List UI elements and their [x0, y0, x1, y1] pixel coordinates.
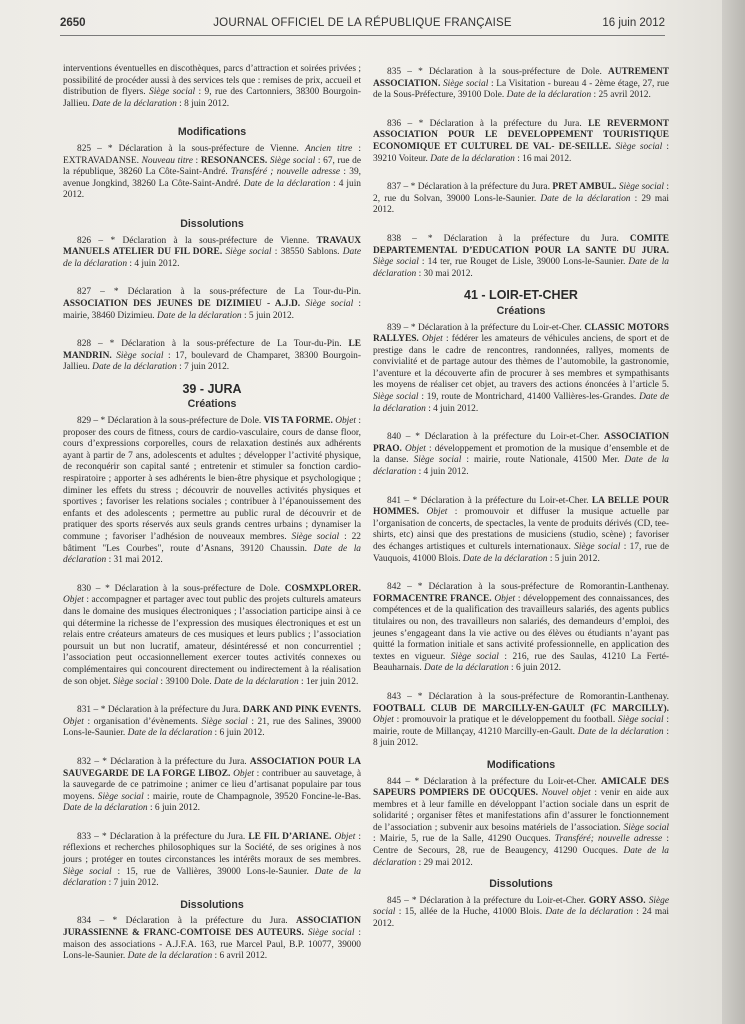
notice-entry	[373, 323, 669, 416]
notice-text: : 39, avenue Jongkind, 38260 La Côte-Saint-André.	[63, 167, 361, 189]
notice-entry	[373, 582, 669, 675]
notice-entry	[373, 432, 669, 478]
field-label: Objet	[63, 716, 84, 727]
association-name: COSMXPLORER.	[284, 583, 361, 594]
notice-text: : promouvoir la pratique et le développement du football.	[393, 715, 619, 726]
notice-text: 842 – * Déclaration à la sous-préfecture de Romorantin-Lanthenay.	[387, 582, 669, 593]
notice-entry	[373, 692, 669, 750]
association-name: ASSOCIATION PRAO.	[373, 432, 669, 454]
notice-text: :	[192, 155, 201, 166]
notice-text: : 4 juin 2012.	[425, 403, 479, 414]
notice-text: : 7 juin 2012.	[106, 878, 159, 889]
notice-text: : maison des associations - A.J.F.A. 163, rue Marcel Paul, B.P. 10077, 39000 Lons-le-Saunier.	[63, 928, 361, 962]
notice-text: : Mairie, 5, rue de la Salle, 41290 Oucques.	[373, 834, 555, 845]
field-label: Siège social	[269, 155, 316, 166]
association-name: TRAVAUX MANUELS ATELIER DU FIL DORE.	[63, 235, 361, 258]
association-name: CLASSIC MOTORS RALLYES.	[373, 322, 669, 345]
notice-entry	[373, 182, 669, 217]
notice-entry	[373, 777, 669, 870]
notice-entry	[63, 339, 361, 374]
notice-text: : La Visitation - bureau 4 - 2ème étage, 27, rue de la Sous-Préfecture, 39100 Dole.	[373, 78, 669, 101]
notice-text: 839 – * Déclaration à la préfecture du Loir-et-Cher.	[387, 322, 585, 333]
notice-text: 840 – * Déclaration à la préfecture du Loir-et-Cher.	[387, 432, 605, 443]
section-heading: Dissolutions	[180, 217, 244, 230]
association-name: RESONANCES.	[200, 155, 268, 166]
notice-text: : 39100 Dole.	[158, 676, 215, 687]
field-label: Siège social	[307, 928, 355, 939]
department-heading: 41 - LOIR-ET-CHER	[464, 288, 578, 303]
notice-text: 836 – * Déclaration à la préfecture du Jura.	[387, 118, 589, 129]
field-label: Date de la déclaration	[430, 153, 515, 164]
association-name: AUTREMENT ASSOCIATION.	[373, 67, 669, 89]
notice-text: : 31 mai 2012.	[106, 555, 163, 566]
section-heading: Dissolutions	[489, 878, 553, 891]
notice-text: 837 – * Déclaration à la préfecture du Jura.	[387, 182, 553, 193]
association-name: ASSOCIATION JURASSIENNE & FRANC-COMTOISE DES AUTEURS.	[63, 916, 361, 939]
association-name: VIS TA FORME.	[263, 416, 333, 427]
notice-entry	[63, 584, 361, 688]
field-label: Siège social	[618, 715, 664, 726]
notice-text: 832 – * Déclaration à la préfecture du Jura.	[77, 756, 250, 767]
notice-entry	[63, 64, 361, 110]
section-heading: Dissolutions	[180, 898, 244, 911]
field-label: Siège social	[63, 866, 112, 877]
field-label: Objet	[334, 831, 356, 842]
association-name: FOOTBALL CLUB DE MARCILLY-EN-GAULT (FC MARCILLY).	[373, 703, 669, 714]
field-label: Date de la déclaration	[373, 846, 669, 868]
field-label: Date de la déclaration	[373, 455, 669, 478]
field-label: Date de la déclaration	[243, 178, 331, 189]
field-label: Date de la déclaration	[424, 663, 509, 674]
notice-text: : 4 juin 2012.	[63, 178, 361, 201]
notice-text: : 39210 Voiteur.	[373, 141, 670, 164]
notice-text: : 1er juin 2012.	[298, 676, 359, 687]
association-name: LE FIL D’ARIANE.	[248, 831, 332, 842]
notice-text: : 9, rue des Cartonniers, 38300 Bourgoin-Jallieu.	[63, 87, 361, 109]
field-label: Siège social	[442, 78, 489, 89]
page-number: 2650	[60, 17, 86, 29]
left-column	[63, 64, 361, 980]
notice-text: : 216, rue des Saulas, 41210 La Ferté-Beauharnais.	[373, 651, 669, 674]
field-label: Date de la déclaration	[373, 392, 669, 414]
field-label: Objet	[335, 416, 357, 427]
notice-text: 831 – * Déclaration à la préfecture du Jura.	[77, 705, 243, 716]
notice-text: : mairie, route Nationale, 41500 Mer.	[461, 455, 625, 466]
notice-text: : 15, allée de la Huche, 41000 Blois.	[395, 907, 546, 918]
field-label: Ancien titre	[304, 143, 353, 154]
notice-text: : 6 avril 2012.	[212, 951, 268, 962]
field-label: Siège social	[116, 350, 164, 361]
notice-text: : 2, rue du Solvan, 39000 Lons-le-Saunier.	[373, 182, 670, 204]
notice-text: : 5 juin 2012.	[547, 553, 600, 564]
field-label: Siège social	[97, 791, 144, 802]
notice-text: 845 – * Déclaration à la préfecture du Loir-et-Cher.	[387, 895, 589, 906]
association-name: AMICALE DES SAPEURS POMPIERS DE OUCQUES.	[373, 776, 669, 799]
notice-text: : 6 juin 2012.	[212, 728, 265, 739]
field-label: Objet	[373, 715, 394, 726]
notice-text: 825 – * Déclaration à la sous-préfecture de Vienne.	[77, 143, 305, 154]
field-label: Objet	[421, 334, 443, 345]
notice-entry	[63, 832, 361, 890]
notice-text: : 6 juin 2012.	[147, 803, 200, 814]
notice-text: : 6 juin 2012.	[508, 663, 562, 674]
page-header	[60, 17, 665, 33]
field-label: Date de la déclaration	[127, 728, 213, 739]
header-rule	[60, 35, 665, 36]
notice-text: 838 – * Déclaration à la préfecture du Jura.	[387, 233, 630, 244]
notice-entry	[373, 67, 669, 102]
field-label: Date de la déclaration	[373, 257, 669, 279]
notice-text: : 4 juin 2012.	[416, 467, 469, 478]
notice-text: : 22 bâtiment "Les Courbes", route d’Asnans, 39120 Chaussin.	[63, 532, 361, 554]
association-name: LE MANDRIN.	[63, 339, 361, 361]
field-label: Objet	[494, 593, 516, 604]
notice-text	[419, 507, 426, 517]
notice-text: : 24 mai 2012.	[373, 907, 669, 930]
association-name: DARK AND PINK EVENTS.	[242, 705, 361, 716]
notice-entry	[373, 896, 669, 931]
notice-text: : 17, boulevard de Champaret, 38300 Bourgoin-Jallieu.	[63, 350, 361, 373]
field-label: Siège social	[623, 822, 670, 833]
notice-text: : 4 juin 2012.	[127, 258, 180, 269]
notice-text: 833 – * Déclaration à la préfecture du Jura.	[77, 831, 249, 842]
notice-text: : 19, route de Montrichard, 41400 Vallières-les-Grandes.	[418, 392, 640, 403]
field-label: Siège social	[373, 257, 419, 268]
field-label: Siège social	[373, 392, 419, 403]
notice-entry	[373, 119, 669, 165]
notice-text: : 5 juin 2012.	[241, 310, 294, 321]
field-label: Date de la déclaration	[63, 866, 361, 889]
notice-text: : EXTRAVADANSE.	[63, 143, 362, 166]
field-label: Date de la déclaration	[63, 803, 148, 814]
notice-text: 835 – * Déclaration à la sous-préfecture de Dole.	[387, 67, 609, 77]
notice-text: 830 – * Déclaration à la sous-préfecture de Dole.	[77, 583, 285, 594]
notice-entry	[63, 287, 361, 322]
notice-text: : 29 mai 2012.	[416, 857, 473, 868]
notice-text: : développement des connaissances, des compétences et de la qualification des travailleurs salariés, des agents publics titulaires ou non, des travailleurs non salariés, des demandeurs d’emploi, des jeunes s’engageant dans la vie active ou des élèves ou étudiants n’ayant pas quitté la formation initiale et sans activité professionnelle, en application des textes en vigueur.	[373, 593, 670, 662]
field-label: Date de la déclaration	[545, 907, 633, 918]
notice-text: : promouvoir et diffuser la musique actuelle par l’organisation de concerts, de spectacles, la vente de produits dérivés (CD, tee-shirts, etc) ainsi que des prestations de musiciens (studio, scène) ; favoriser des échanges artistiques et culturels internationaux.	[373, 507, 669, 552]
field-label: Nouvel objet	[541, 788, 591, 799]
notice-text: 826 – * Déclaration à la sous-préfecture de Vienne.	[77, 235, 317, 246]
field-label: Date de la déclaration	[214, 676, 299, 687]
field-label: Siège social	[113, 676, 159, 687]
notice-text: 829 – * Déclaration à la sous-préfecture de Dole.	[77, 416, 264, 427]
notice-text: 844 – * Déclaration à la préfecture du Loir-et-Cher.	[387, 776, 602, 787]
notice-text: interventions éventuelles en discothèques, parcs d’attraction et soirées privées ; possibilité de procéder aussi à des services tels que : remises de prix, accueil et distribution de flyers.	[63, 64, 361, 98]
field-label: Siège social	[225, 247, 272, 258]
notice-text: 827 – * Déclaration à la sous-préfecture de La Tour-du-Pin.	[77, 287, 361, 298]
notice-text: 843 – * Déclaration à la sous-préfecture de Romorantin-Lanthenay.	[387, 691, 669, 702]
field-label: Date de la déclaration	[63, 247, 362, 269]
field-label: Siège social	[373, 895, 670, 918]
notice-text: : mairie, 38460 Dizimieu.	[63, 298, 361, 321]
association-name: GORY ASSO.	[588, 895, 646, 906]
notice-entry	[63, 705, 361, 740]
field-label: Siège social	[149, 87, 196, 98]
notice-text: 834 – * Déclaration à la préfecture du Jura.	[77, 916, 297, 927]
notice-text: : 14 ter, rue Rouget de Lisle, 39000 Lons-le-Saunier.	[418, 257, 629, 268]
section-heading: Modifications	[177, 126, 247, 139]
page-gutter-shadow	[722, 0, 745, 1024]
notice-entry	[63, 144, 361, 202]
notice-text: : Centre de Secours, 28, rue de Beaugency, 41290 Oucques.	[373, 834, 669, 857]
field-label: Siège social	[305, 298, 354, 309]
notice-entry	[63, 757, 361, 815]
notice-text: : accompagner et partager avec tout public des projets culturels amateurs dans le domaine des musiques électroniques ; l’association participe ainsi à ce qui détermine la richesse de l’expression des musiques électroniques et est un relais entre créateurs amateurs de ces musiques et leurs publics ; l’association poursuit un but non lucratif, amateur, désintéressé et non concurrentiel ; l’association peut occasionnellement exercer toutes activités connexes ou complémentaires qui concourent directement ou indirectement à la réalisation de son objet.	[63, 595, 361, 687]
journal-title: JOURNAL OFFICIEL DE LA RÉPUBLIQUE FRANÇAISE	[213, 17, 512, 29]
field-label: Siège social	[450, 651, 499, 662]
notice-entry	[373, 234, 669, 280]
notice-text: : mairie, route de Champagnole, 39520 Foncine-le-Bas.	[143, 791, 361, 802]
issue-date: 16 juin 2012	[602, 17, 665, 29]
field-label: Nouveau titre	[141, 155, 193, 166]
field-label: Siège social	[201, 716, 248, 727]
notice-text: : contribuer au sauvetage, à la sauvegarde de ce patrimoine ; animer ce lieu d’artisanat populaire par tous moyens.	[63, 768, 361, 802]
notice-text: : fédérer les amateurs de véhicules anciens, de sport et de prestige dans le cadre de rencontres, randonnées, rallyes, moments de convivialité et de partage autour des thèmes de l’automobile, la gastronomie, l’aventure et la découverte afin de procurer à ses membres et sympathisants les moyens de réaliser cet objet, au travers des actions énoncées à l’article 5.	[373, 334, 669, 391]
field-label: Objet	[405, 443, 426, 454]
notice-text: : venir en aide aux membres et à leur famille en développant l’action sociale dans un esprit de solidarité ; organiser fêtes et manifestations afin d’assurer le fonctionnement de l’association ; subvenir aux besoins matériels de l’association.	[373, 788, 669, 833]
notice-text: : 8 juin 2012.	[373, 726, 669, 749]
notice-text: : 8 juin 2012.	[176, 98, 230, 109]
notice-text: : mairie, route de Millançay, 41210 Marcilly-en-Gault.	[373, 715, 669, 737]
field-label: Objet	[426, 507, 448, 518]
notice-text: 828 – * Déclaration à la sous-préfecture de La Tour-du-Pin.	[77, 339, 349, 350]
notice-text: : réflexions et recherches philosophiques sur la Société, de ses origines à nos jours ; protéger en toutes circonstances les intérêts moraux de ses membres.	[63, 831, 362, 866]
notice-text: : 7 juin 2012.	[176, 362, 230, 373]
association-name: LA BELLE POUR HOMMES.	[373, 495, 669, 518]
association-name: LE REVERMONT ASSOCIATION POUR LE DEVELOPPEMENT TOURISTIQUE ECONOMIQUE ET CULTUREL DE VAL- DE-SEILLE.	[373, 118, 669, 152]
field-label: Date de la déclaration	[92, 98, 177, 109]
field-label: Transféré; nouvelle adresse	[554, 834, 663, 845]
association-name: ASSOCIATION POUR LA SAUVEGARDE DE LA FORGE LIBOZ.	[63, 756, 362, 779]
department-heading: 39 - JURA	[182, 381, 242, 396]
field-label: Date de la déclaration	[63, 543, 361, 566]
notice-text: : 21, rue des Salines, 39000 Lons-le-Saunier.	[63, 716, 361, 739]
notice-text: 841 – * Déclaration à la préfecture du Loir-et-Cher.	[387, 495, 592, 506]
notice-text: : 29 mai 2012.	[373, 193, 669, 216]
field-label: Siège social	[574, 542, 621, 552]
association-name: COMITE DEPARTEMENTAL D’EDUCATION POUR LA SANTE DU JURA.	[373, 233, 669, 256]
field-label: Objet	[63, 595, 84, 606]
association-name: ASSOCIATION DES JEUNES DE DIZIMIEU - A.J.D.	[63, 298, 301, 309]
notice-text: : 16 mai 2012.	[514, 153, 572, 164]
field-label: Date de la déclaration	[506, 90, 592, 101]
notice-text: : 30 mai 2012.	[416, 268, 473, 279]
field-label: Siège social	[618, 182, 664, 193]
notice-text: : 17, rue de Vauquois, 41000 Blois.	[373, 542, 669, 564]
field-label: Siège social	[615, 141, 663, 152]
notice-text: : 38550 Sablons.	[271, 247, 343, 258]
field-label: Transféré ; nouvelle adresse	[231, 167, 341, 178]
field-label: Date de la déclaration	[577, 726, 664, 737]
notice-text: : 15, rue de Vallières, 39000 Lons-le-Saunier.	[111, 866, 315, 877]
notice-text: : développement et promotion de la musique d’ensemble et de la danse.	[373, 443, 669, 466]
field-label: Date de la déclaration	[462, 553, 548, 564]
field-label: Siège social	[291, 532, 340, 542]
field-label: Date de la déclaration	[157, 310, 242, 321]
field-label: Date de la déclaration	[127, 951, 213, 962]
notice-text: : 67, rue de la république, 38260 La Côte-Saint-André.	[63, 155, 362, 178]
section-heading: Créations	[187, 398, 237, 411]
field-label: Date de la déclaration	[540, 193, 631, 204]
association-name: PRET AMBUL.	[552, 182, 617, 193]
section-heading: Modifications	[486, 758, 556, 771]
notice-text: : 25 avril 2012.	[591, 90, 651, 101]
notice-entry	[373, 496, 669, 566]
notice-entry	[63, 236, 361, 271]
section-heading: Créations	[496, 304, 546, 317]
notice-entry	[63, 916, 361, 962]
field-label: Siège social	[413, 455, 462, 466]
notice-text: : organisation d’évènements.	[83, 716, 202, 727]
notice-entry	[63, 416, 361, 567]
notice-text: : proposer des cours de fitness, cours de cardio-vasculaire, cours de danse floor, cours d’expressions corporelles, cours de relaxation destinés aux adhérents ayant à partir de 7 ans, adolescents et adultes ; développer l’activité physique, de reconquérir son capital santé ; entretenir et stimuler sa fonction cardio-respiratoire ; apporter à ses adhérents le bien-être physique et psychologique ; diminer les effets du stress ; découvrir de nouvelles activités physiques et sportives ; favoriser les relations sociales ; contribuer à l’épanouissement des enfants et des adolescents ; permettre au public rural de découvrir et de pratiquer des sports réservés aux seuls grands centres urbains ; dynamiser la commune ; favoriser l’adhésion de nouveaux membres.	[63, 416, 362, 542]
association-name: FORMACENTRE FRANCE.	[373, 593, 492, 604]
field-label: Objet	[233, 768, 254, 779]
right-column	[373, 67, 669, 948]
field-label: Date de la déclaration	[92, 362, 177, 373]
